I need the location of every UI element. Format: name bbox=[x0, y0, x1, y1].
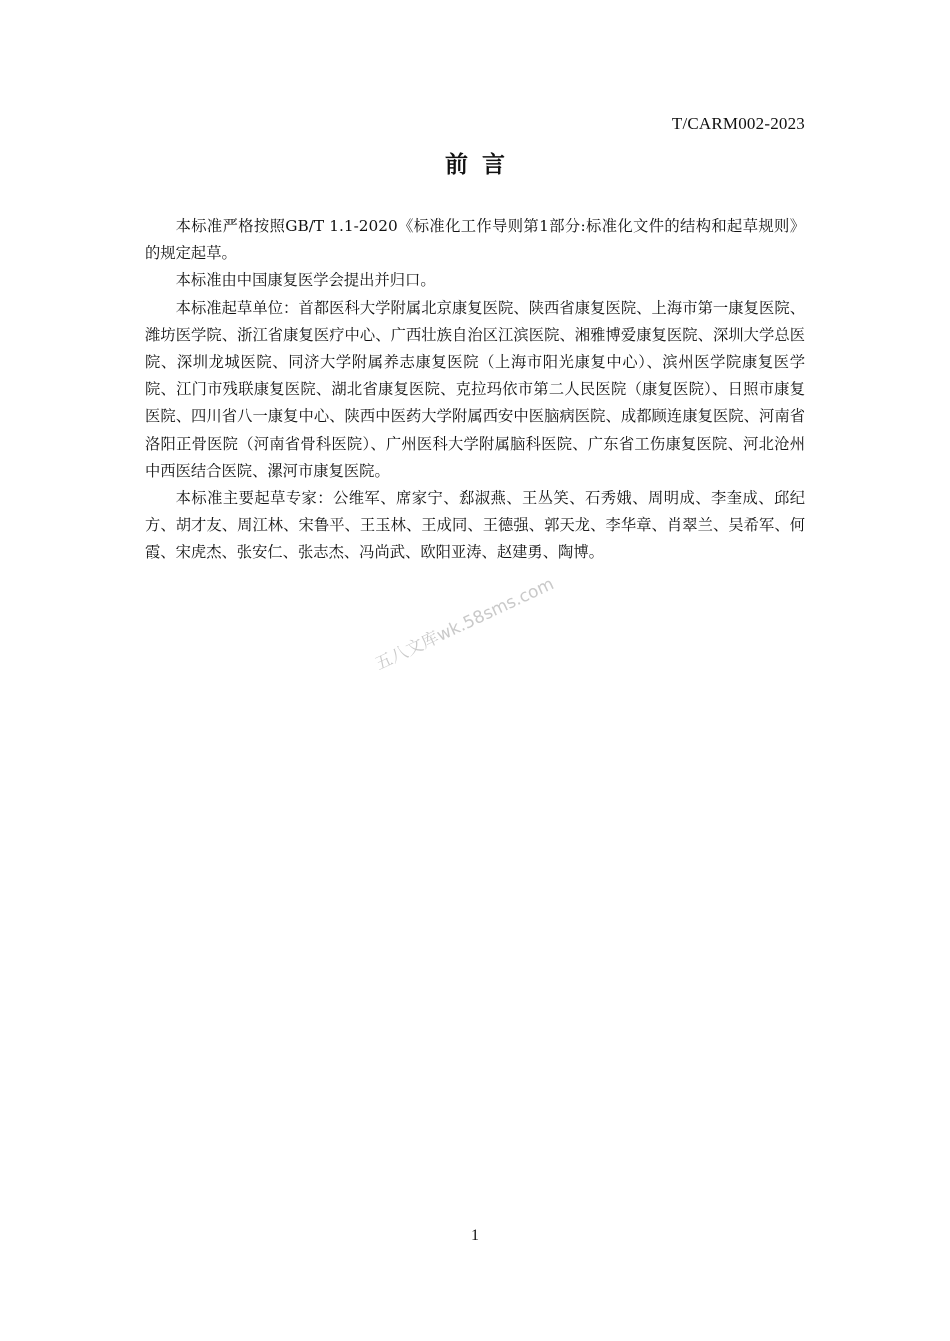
paragraph-drafting-experts: 本标准主要起草专家：公维军、席家宁、郄淑燕、王丛笑、石秀娥、周明成、李奎成、邱纪方、胡才友、周江林、宋鲁平、王玉林、王成同、王德强、郭天龙、李华章、肖翠兰、吴希军、何霞、宋虎杰、张安仁、张志杰、冯尚武、欧阳亚涛、赵建勇、陶博。 bbox=[145, 489, 805, 562]
document-code: T/CARM002-2023 bbox=[671, 114, 805, 133]
page-title: 前言 bbox=[445, 152, 519, 178]
paragraph-drafting-rules: 本标准严格按照GB/T 1.1-2020《标准化工作导则第1部分:标准化文件的结构和起草规则》的规定起草。 bbox=[145, 217, 805, 263]
watermark-text: 五八文库wk.58sms.com bbox=[372, 574, 558, 675]
paragraph-drafting-units: 本标准起草单位：首都医科大学附属北京康复医院、陕西省康复医院、上海市第一康复医院、潍坊医学院、浙江省康复医疗中心、广西壮族自治区江滨医院、湘雅博爱康复医院、深圳大学总医院、深圳龙城医院、同济大学附属养志康复医院（上海市阳光康复中心）、滨州医学院康复医学院、江门市残联康复医院、湖北省康复医院、克拉玛依市第二人民医院（康复医院）、日照市康复医院、四川省八一康复中心、陕西中医药大学附属西安中医脑病医院、成都顾连康复医院、河南省洛阳正骨医院（河南省骨科医院）、广州医科大学附属脑科医院、广东省工伤康复医院、河北沧州中西医结合医院、漯河市康复医院。 bbox=[145, 298, 805, 480]
paragraph-proposer: 本标准由中国康复医学会提出并归口。 bbox=[175, 271, 436, 290]
page-number: 1 bbox=[471, 1227, 479, 1244]
document-body bbox=[145, 213, 805, 567]
